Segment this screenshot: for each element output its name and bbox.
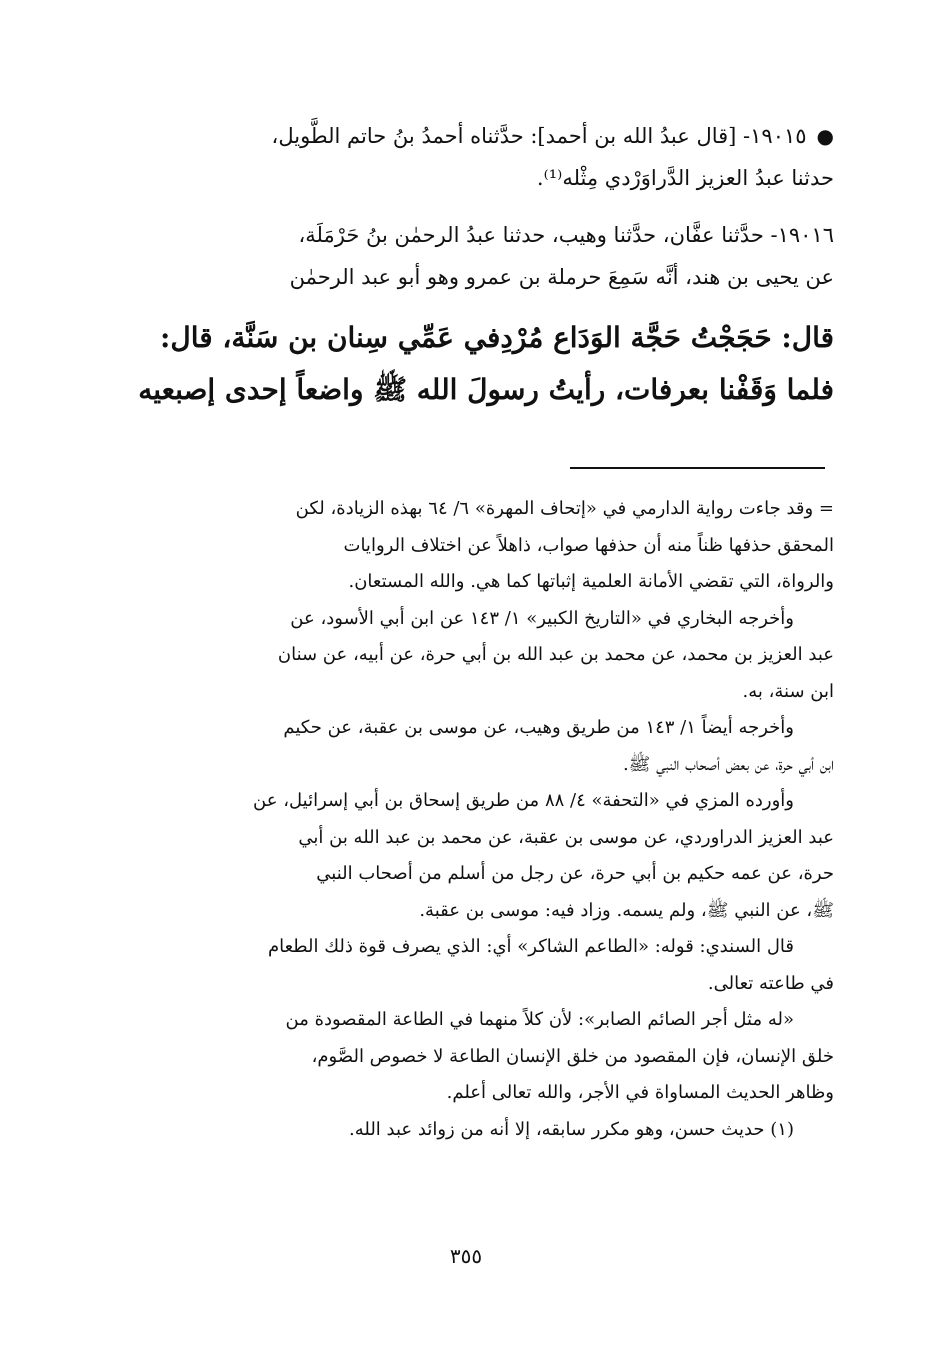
- footnote-line: ﷺ، عن النبي ﷺ، ولم يسمه. وزاد فيه: موسى بن عقبة.: [419, 899, 834, 921]
- footnote-separator: [570, 467, 825, 469]
- footnote-line: وأخرجه البخاري في «التاريخ الكبير» ١/ ١٤٣ عن ابن أبي الأسود، عن: [290, 607, 794, 629]
- hadith-19016-matn-line-2: فلما وَقَفْنا بعرفات، رأيتُ رسولَ الله ﷺ واضعاً إحدى إصبعيه: [138, 373, 834, 406]
- footnote-line: عبد العزيز بن محمد، عن محمد بن عبد الله بن أبي حرة، عن أبيه، عن سنان: [277, 644, 834, 665]
- footnote-1: (١) حديث حسن، وهو مكرر سابقه، إلا أنه من زوائد عبد الله.: [348, 1118, 794, 1140]
- footnote-line: خلق الإنسان، فإن المقصود من خلق الإنسان الطاعة لا خصوص الصَّوم،: [311, 1045, 834, 1067]
- footnote-line: حرة، عن عمه حكيم بن أبي حرة، عن رجل من أسلم من أصحاب النبي: [316, 863, 834, 884]
- hadith-19016-matn: [120, 312, 834, 416]
- bullet-icon: ●: [816, 124, 834, 148]
- footnote-line: وأورده المزي في «التحفة» ٤/ ٨٨ من طريق إسحاق بن أبي إسرائيل، عن: [253, 790, 794, 811]
- hadith-19016-line-2: عن يحيى بن هند، أنَّه سَمِعَ حرملة بن عمرو وهو أبو عبد الرحمٰن: [289, 265, 834, 289]
- hadith-19016-matn-line-1: قال: حَجَجْتُ حَجَّة الوَدَاع مُرْدِفي عَمِّي سِنان بن سَنَّة، قال:: [160, 321, 834, 354]
- footnote-line: ابن سنة، به.: [742, 680, 834, 702]
- hadith-19016-line-1: ١٩٠١٦- حدَّثنا عفَّان، حدَّثنا وهيب، حدثنا عبدُ الرحمٰن بنُ حَرْمَلَة،: [298, 223, 834, 247]
- footnote-line: = وقد جاءت رواية الدارمي في «إتحاف المهرة» ٦/ ٦٤ بهذه الزيادة، لكن: [295, 498, 834, 519]
- footnote-line: وأخرجه أيضاً ١/ ١٤٣ من طريق وهيب، عن موسى بن عقبة، عن حكيم: [283, 717, 794, 738]
- footnote-line: ابن أبي حرة، عن بعض أصحاب النبي ﷺ.: [622, 753, 834, 775]
- hadith-19015-line-2: حدثنا عبدُ العزيز الدَّراوَرْدي مِثْله⁽¹⁾.: [536, 166, 834, 190]
- hadith-19015-line-1: ●١٩٠١٥- [قال عبدُ الله بن أحمد]: حدَّثناه أحمدُ بنُ حاتم الطَّويل،: [271, 124, 834, 148]
- footnote-line: عبد العزيز الدراوردي، عن موسى بن عقبة، عن محمد بن عبد الله بن أبي: [298, 826, 834, 848]
- footnote-line: والرواة، التي تقضي الأمانة العلمية إثباتها كما هي. والله المستعان.: [348, 571, 834, 592]
- page-number: ٣٥٥: [449, 1244, 483, 1268]
- hadith-19015: [120, 115, 834, 199]
- footnote-line: وظاهر الحديث المساواة في الأجر، والله تعالى أعلم.: [446, 1082, 834, 1103]
- footnotes: [120, 491, 834, 1148]
- footnote-line: «له مثل أجر الصائم الصابر»: لأن كلاً منهما في الطاعة المقصودة من: [285, 1009, 794, 1030]
- footnote-line: في طاعته تعالى.: [707, 972, 834, 994]
- footnote-line: قال السندي: قوله: «الطاعم الشاكر» أي: الذي يصرف قوة ذلك الطعام: [267, 936, 794, 957]
- footnote-line: المحقق حذفها ظناً منه أن حذفها صواب، ذاهلاً عن اختلاف الروايات: [343, 534, 834, 556]
- hadith-19016: [120, 214, 834, 298]
